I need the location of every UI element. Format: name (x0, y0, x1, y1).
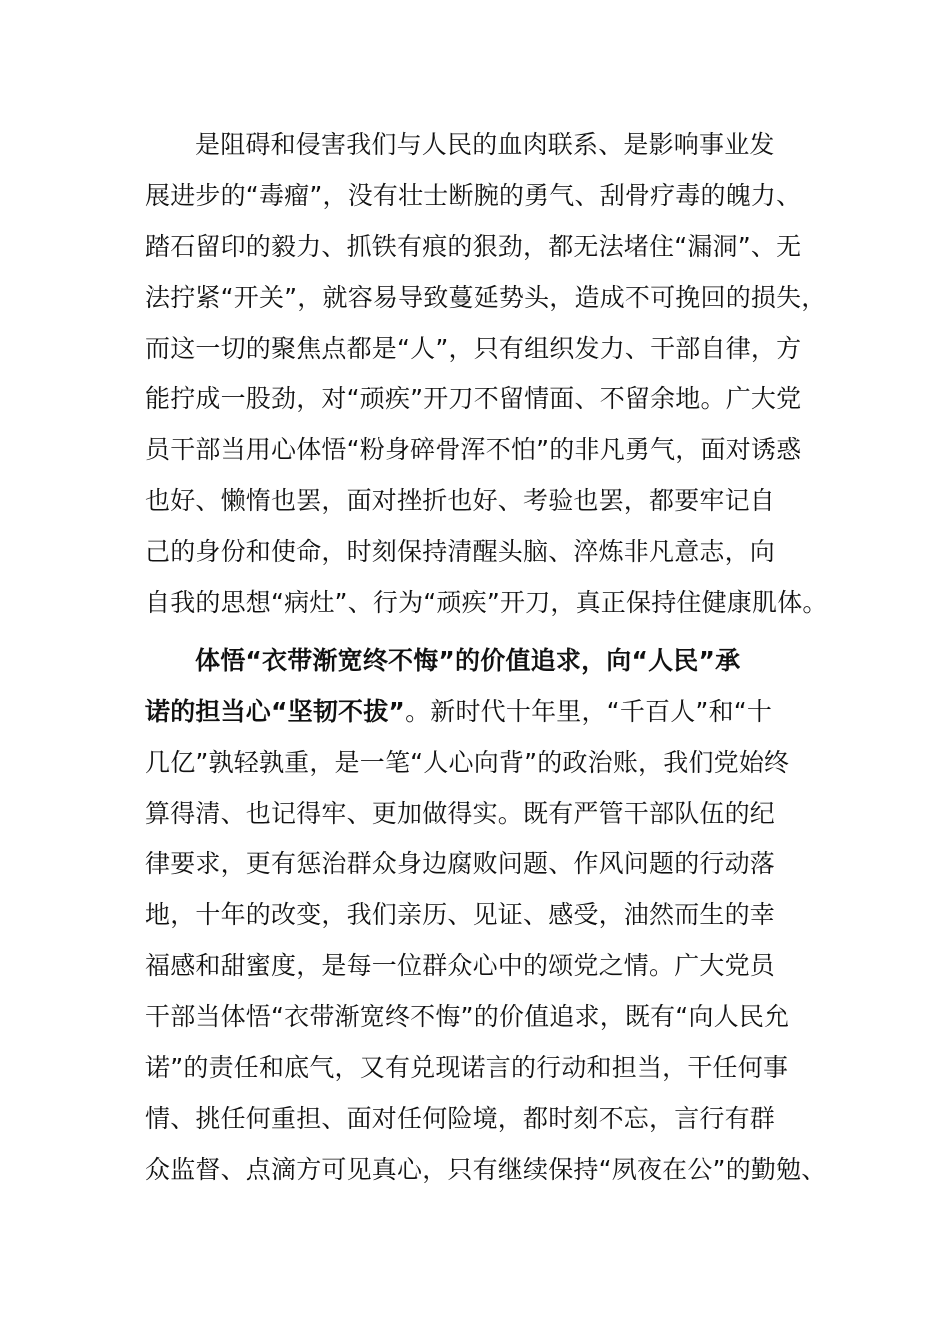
paragraph-line: 法拧紧“开关”，就容易导致蔓延势头，造成不可挽回的损失， (145, 282, 827, 312)
paragraph-line: 而这一切的聚焦点都是“人”，只有组织发力、干部自律，方 (145, 333, 802, 363)
paragraph-line: 地，十年的改变，我们亲历、见证、感受，油然而生的幸 (145, 900, 776, 930)
paragraph-line: 情、挑任何重担、面对任何险境，都时刻不忘，言行有群 (145, 1103, 776, 1133)
paragraph-line: 自我的思想“病灶”、行为“顽疾”开刀，真正保持住健康肌体。 (145, 588, 828, 618)
paragraph-line: 也好、懒惰也罢，面对挫折也好、考验也罢，都要牢记自 (145, 486, 776, 516)
paragraph-line: 律要求，更有惩治群众身边腐败问题、作风问题的行动落 (145, 849, 776, 879)
paragraph-line: 展进步的“毒瘤”，没有壮士断腕的勇气、刮骨疗毒的魄力、 (145, 180, 802, 210)
paragraph-line: 几亿”孰轻孰重，是一笔“人心向背”的政治账，我们党始终 (145, 747, 790, 777)
paragraph-line: 己的身份和使命，时刻保持清醒头脑、淬炼非凡意志，向 (145, 537, 776, 567)
section-heading-tail: 诺的担当心“坚韧不拔” (145, 696, 406, 726)
paragraph-2 (145, 636, 825, 1196)
paragraph-line: 踏石留印的毅力、抓铁有痕的狠劲，都无法堵住“漏洞”、无 (145, 231, 802, 261)
paragraph-line: 算得清、也记得牢、更加做得实。既有严管干部队伍的纪 (145, 798, 776, 828)
paragraph-line: 众监督、点滴方可见真心，只有继续保持“夙夜在公”的勤勉、 (145, 1154, 827, 1184)
paragraph-line: 能拧成一股劲，对“顽疾”开刀不留情面、不留余地。广大党 (145, 384, 802, 414)
section-heading-line: 体悟“衣带渐宽终不悔”的价值追求，向“人民”承 (195, 645, 741, 675)
paragraph-1 (145, 120, 828, 629)
paragraph-line: 福感和甜蜜度，是每一位群众心中的颂党之情。广大党员 (145, 951, 776, 981)
paragraph-line: 员干部当用心体悟“粉身碎骨浑不怕”的非凡勇气，面对诱惑 (145, 435, 802, 465)
paragraph-gap (145, 629, 825, 636)
paragraph-text-start: 。新时代十年里，“千百人”和“十 (405, 696, 773, 726)
paragraph-line: 是阻碍和侵害我们与人民的血肉联系、是影响事业发 (195, 130, 775, 159)
paragraph-line: 诺”的责任和底气，又有兑现诺言的行动和担当，干任何事 (145, 1053, 789, 1083)
document-body (145, 120, 828, 1196)
section-heading-line-mixed (145, 687, 825, 738)
paragraph-line: 干部当体悟“衣带渐宽终不悔”的价值追求，既有“向人民允 (145, 1002, 790, 1032)
